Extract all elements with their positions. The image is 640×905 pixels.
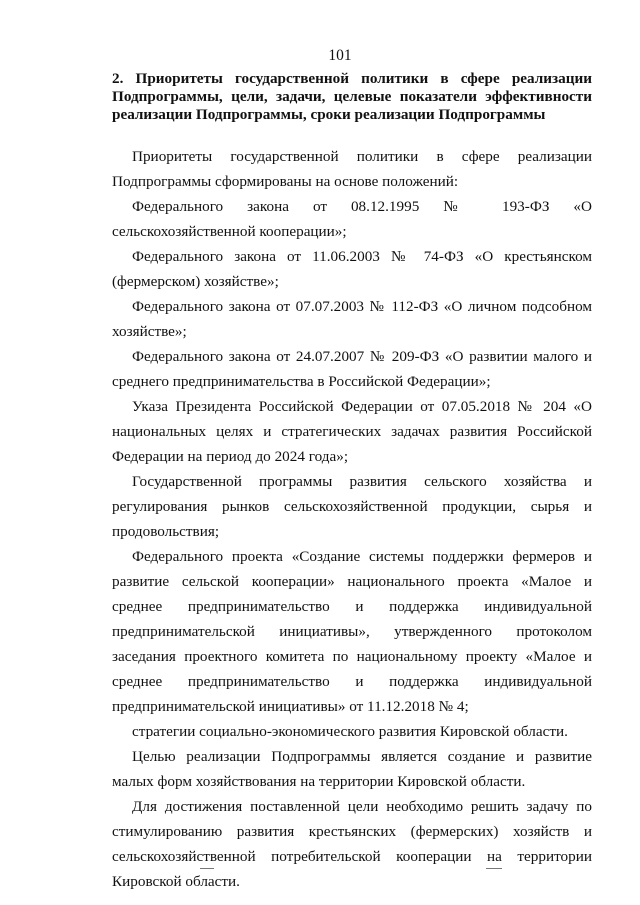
paragraph-law-74: Федерального закона от 11.06.2003 № 74-ФЗ «О крестьянском (фермерском) хозяйстве»; [112,248,592,290]
document-body [112,144,592,894]
paragraph-task: Для достижения поставленной цели необходимо решить задачу по стимулированию развития крестьянских (фермерских) хозяйств и сельскохозяйственной потребительской кооперации на территории Кировской области. [112,798,592,890]
section-title: Приоритеты государственной политики в сфере реализации Подпрограммы, цели, задачи, целевые показатели эффективности реализации Подпрограммы, сроки реализации Подпрограммы [112,70,592,123]
paragraph-law-112: Федерального закона от 07.07.2003 № 112-ФЗ «О личном подсобном хозяйстве»; [112,298,592,340]
paragraph-strategy: стратегии социально-экономического развития Кировской области. [132,723,568,740]
scan-mark-right [486,868,502,869]
paragraph-goal: Целью реализации Подпрограммы является создание и развитие малых форм хозяйствования на территории Кировской области. [112,748,592,790]
paragraph-law-209: Федерального закона от 24.07.2007 № 209-ФЗ «О развитии малого и среднего предпринимательства в Российской Федерации»; [112,348,592,390]
section-heading [112,70,592,124]
paragraph-priorities: Приоритеты государственной политики в сфере реализации Подпрограммы сформированы на основе положений: [112,148,592,190]
page-number: 101 [328,47,352,64]
section-number: 2. [112,70,124,87]
paragraph-decree-204: Указа Президента Российской Федерации от 07.05.2018 № 204 «О национальных целях и стратегических задачах развития Российской Федерации на период до 2024 года»; [112,398,592,465]
paragraph-state-program: Государственной программы развития сельского хозяйства и регулирования рынков сельскохозяйственной продукции, сырья и продовольствия; [112,473,592,540]
paragraph-federal-project: Федерального проекта «Создание системы поддержки фермеров и развитие сельской кооперации» национального проекта «Малое и среднее предпринимательство и поддержка индивидуальной предпринимательской инициативы», утвержденного протоколом заседания проектного комитета по национальному проекту «Малое и среднее предпринимательство и поддержка индивидуальной предпринимательской инициативы» от 11.12.2018 № 4; [112,548,592,715]
paragraph-law-193: Федерального закона от 08.12.1995 № 193-ФЗ «О сельскохозяйственной кооперации»; [112,198,592,240]
scan-mark-left [200,868,214,869]
